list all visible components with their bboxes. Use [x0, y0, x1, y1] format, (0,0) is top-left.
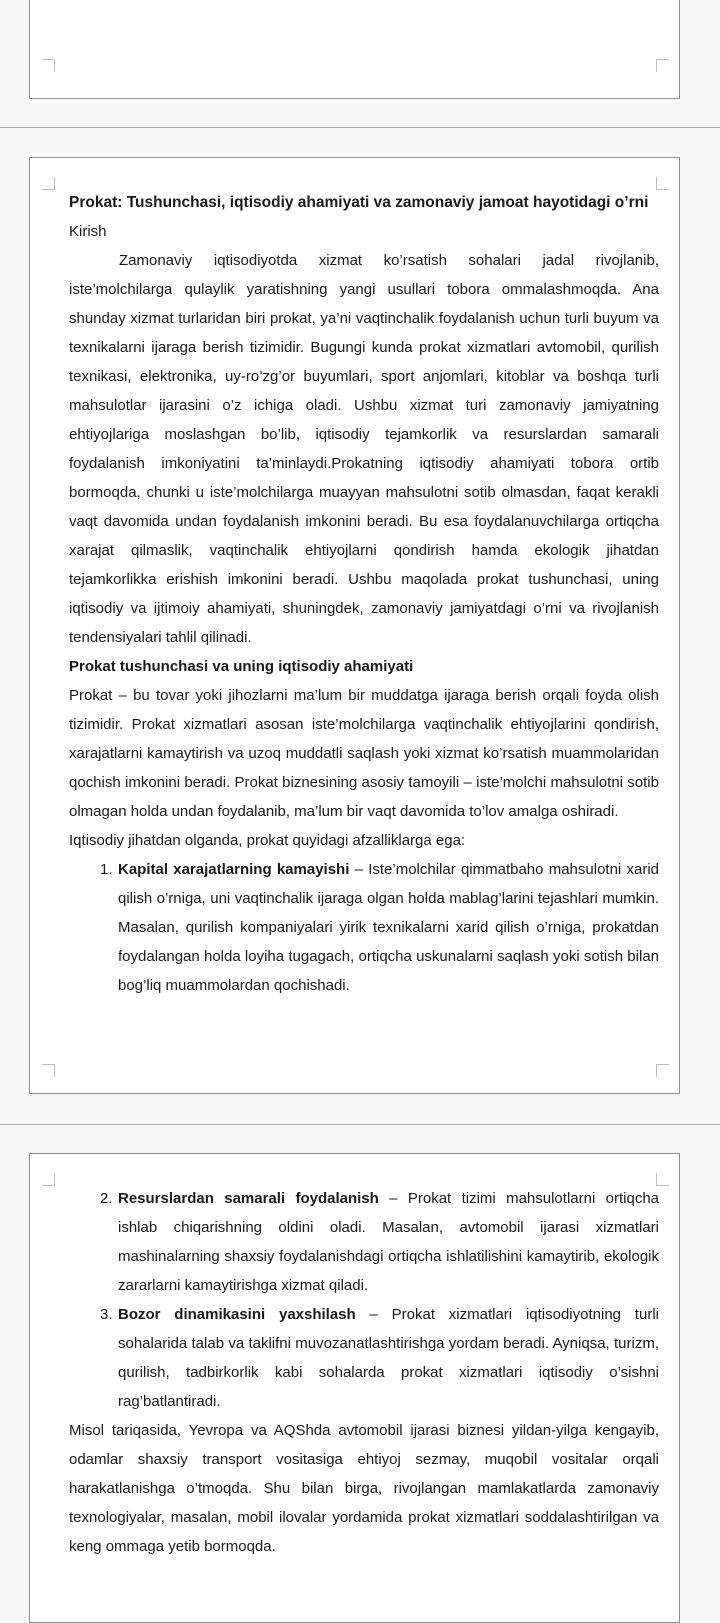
page-1 — [29, 157, 680, 1094]
margin-corner-mark — [42, 59, 55, 72]
list-number: 2. — [100, 1190, 113, 1207]
list-item-text: – Prokat xizmatlari iqtisodiyotning turli sohalarida talab va taklifni muvozanatlashtirishga yordam beradi. Ayniqsa, turizm, qurilish, tadbirkorlik kabi sohalarda prokat xizmatlari iqtisodiy o’sishni rag’batlantiradi. — [118, 1306, 659, 1410]
intro-heading: Kirish — [69, 223, 107, 240]
list-number: 3. — [100, 1306, 113, 1323]
margin-corner-mark — [656, 1064, 669, 1077]
page-1-content — [69, 188, 659, 1000]
list-item — [69, 1300, 659, 1416]
margin-corner-mark — [42, 177, 55, 190]
page-2 — [29, 1153, 680, 1623]
page-2-content — [69, 1184, 659, 1561]
list-item — [69, 1184, 659, 1300]
list-item-text: – Iste’molchilar qimmatbaho mahsulotni xarid qilish o’rniga, uni vaqtinchalik ijaraga olgan holda mablag’larini tejashlari mumkin. Masalan, qurilish kompaniyalari yirik texnikalarni xarid qilish o’rniga, prokatdan foydalangan holda loyiha tugagach, ortiqcha uskunalarni saqlash yoki sotish bilan bog’liq muammolardan qochishadi. — [118, 861, 659, 994]
list-item-title: Kapital xarajatlarning kamayishi — [118, 861, 350, 878]
list-item-title: Bozor dinamikasini yaxshilash — [118, 1306, 356, 1323]
page-separator — [0, 1124, 720, 1125]
page-separator — [0, 127, 720, 128]
intro-paragraph: Zamonaviy iqtisodiyotda xizmat ko’rsatish sohalari jadal rivojlanib, iste’molchilarga qulaylik yaratishning yangi usullari tobora ommalashmoqda. Ana shunday xizmat turlaridan biri prokat, ya’ni vaqtinchalik foydalanish uchun turli buyum va texnikalarni ijaraga berish tizimidir. Bugungi kunda prokat xizmatlari avtomobil, qurilish texnikasi, elektronika, uy-ro’zg’or buyumlari, sport anjomlari, kitoblar va boshqa turli mahsulotlar ijarasini o’z ichiga oladi. Ushbu xizmat turi zamonaviy jamiyatning ehtiyojlariga moslashgan bo’lib, iqtisodiy tejamkorlik va resurslardan samarali foydalanish imkoniyatini ta’minlaydi.Prokatning iqtisodiy ahamiyati tobora ortib bormoqda, chunki u iste’molchilarga muayyan mahsulotni sotib olmasdan, faqat kerakli vaqt davomida undan foydalanish imkonini beradi. Bu esa foydalanuvchilarga ortiqcha xarajat qilmaslik, vaqtinchalik ehtiyojlarni qondirish hamda ekologik jihatdan tejamkorlikka erishish imkonini beradi. Ushbu maqolada prokat tushunchasi, uning iqtisodiy va ijtimoiy ahamiyati, shuningdek, zamonaviy jamiyatdagi o’rni va rivojlanish tendensiyalari tahlil qilinadi. — [69, 252, 659, 646]
example-paragraph: Misol tariqasida, Yevropa va AQShda avtomobil ijarasi biznesi yildan-yilga kengayib, odamlar shaxsiy transport vositasiga ehtiyoj sezmay, muqobil vositalar orqali harakatlanishga o’tmoqda. Shu bilan birga, rivojlangan mamlakatlarda zamonaviy texnologiyalar, masalan, mobil ilovalar yordamida prokat xizmatlari soddalashtirilgan va keng ommaga yetib bormoqda. — [69, 1422, 659, 1555]
margin-corner-mark — [656, 59, 669, 72]
list-item-title: Resurslardan samarali foydalanish — [118, 1190, 379, 1207]
document-title: Prokat: Tushunchasi, iqtisodiy ahamiyati va zamonaviy jamoat hayotidagi o’rni — [69, 194, 649, 211]
section-heading: Prokat tushunchasi va uning iqtisodiy ahamiyati — [69, 658, 414, 675]
advantages-intro: Iqtisodiy jihatdan olganda, prokat quyidagi afzalliklarga ega: — [69, 832, 466, 849]
page-previous — [29, 0, 680, 99]
margin-corner-mark — [42, 1173, 55, 1186]
list-number: 1. — [100, 861, 113, 878]
margin-corner-mark — [42, 1064, 55, 1077]
definition-paragraph: Prokat – bu tovar yoki jihozlarni ma’lum bir muddatga ijaraga berish orqali foyda olish tizimidir. Prokat xizmatlari asosan iste’molchilarga vaqtinchalik ehtiyojlarini qondirish, xarajatlarni kamaytirish va uzoq muddatli saqlash yoki xizmat ko’rsatish muammolaridan qochish imkonini beradi. Prokat biznesining asosiy tamoyili – iste’molchi mahsulotni sotib olmagan holda undan foydalanib, ma’lum bir vaqt davomida to’lov amalga oshiradi. — [69, 687, 659, 820]
list-item — [69, 855, 659, 1000]
list-item-text: – Prokat tizimi mahsulotlarni ortiqcha ishlab chiqarishning oldini oladi. Masalan, avtomobil ijarasi xizmatlari mashinalarning shaxsiy foydalanishdagi ortiqcha ishlatilishini kamaytirib, ekologik zararlarni kamaytirishga xizmat qiladi. — [118, 1190, 660, 1294]
